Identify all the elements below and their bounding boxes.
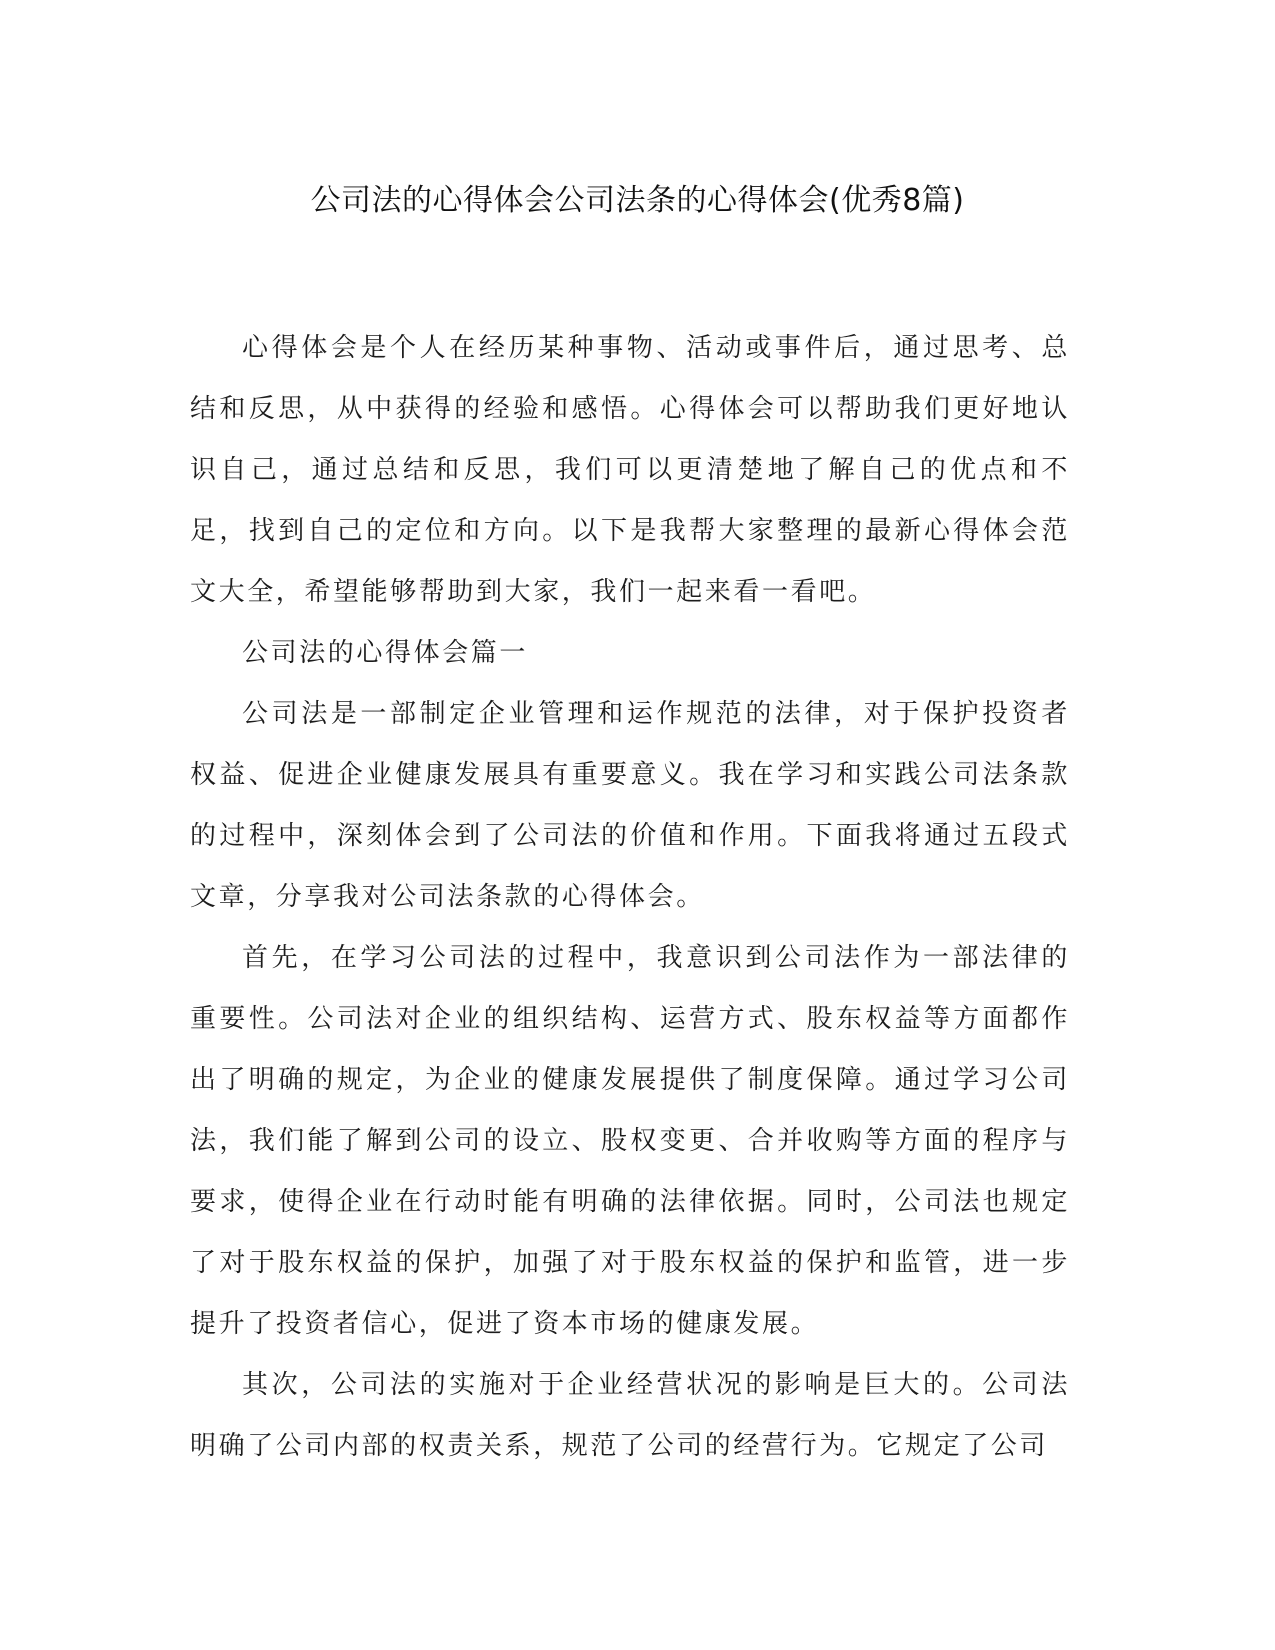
body-paragraph: 公司法是一部制定企业管理和运作规范的法律，对于保护投资者权益、促进企业健康发展具有重要意义。我在学习和实践公司法条款的过程中，深刻体会到了公司法的价值和作用。下面我将通过五段式文章，分享我对公司法条款的心得体会。	[190, 699, 1070, 912]
intro-paragraph: 心得体会是个人在经历某种事物、活动或事件后，通过思考、总结和反思，从中获得的经验和感悟。心得体会可以帮助我们更好地认识自己，通过总结和反思，我们可以更清楚地了解自己的优点和不足，找到自己的定位和方向。以下是我帮大家整理的最新心得体会范文大全，希望能够帮助到大家，我们一起来看一看吧。	[190, 333, 1070, 607]
section-heading: 公司法的心得体会篇一	[242, 638, 529, 668]
body-paragraph: 其次，公司法的实施对于企业经营状况的影响是巨大的。公司法明确了公司内部的权责关系，规范了公司的经营行为。它规定了公司	[190, 1370, 1070, 1461]
document-title: 公司法的心得体会公司法条的心得体会(优秀8篇)	[310, 183, 965, 218]
document-body	[190, 318, 1070, 1477]
body-paragraph: 首先，在学习公司法的过程中，我意识到公司法作为一部法律的重要性。公司法对企业的组织结构、运营方式、股东权益等方面都作出了明确的规定，为企业的健康发展提供了制度保障。通过学习公司法，我们能了解到公司的设立、股权变更、合并收购等方面的程序与要求，使得企业在行动时能有明确的法律依据。同时，公司法也规定了对于股东权益的保护，加强了对于股东权益的保护和监管，进一步提升了投资者信心，促进了资本市场的健康发展。	[190, 943, 1070, 1339]
